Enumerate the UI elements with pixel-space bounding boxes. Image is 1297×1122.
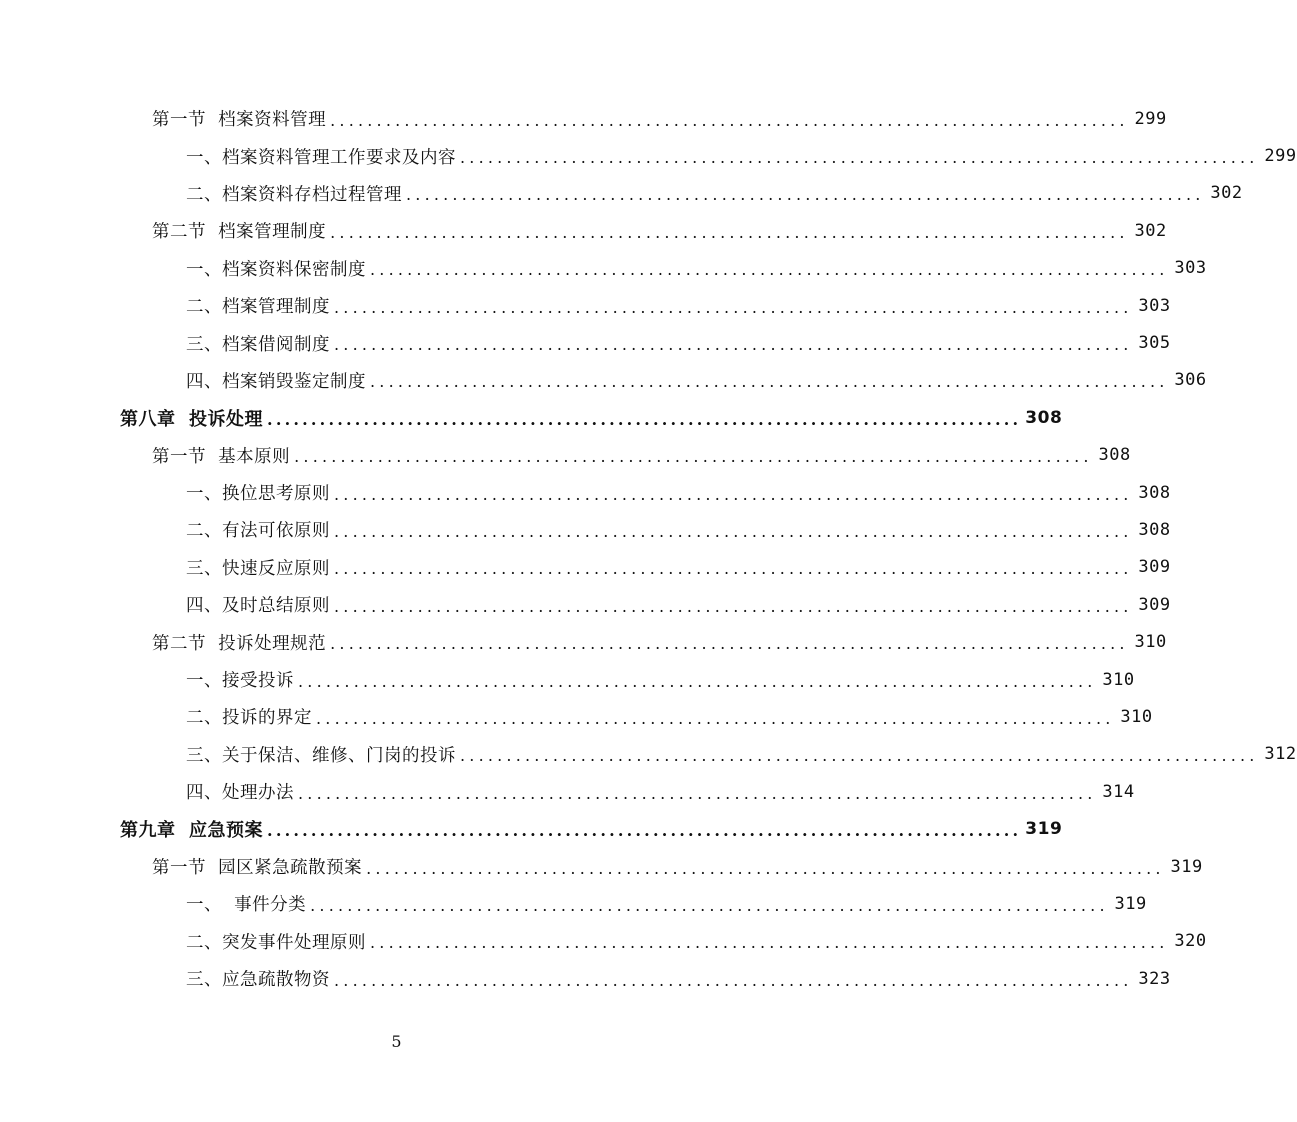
toc-leader-dots: ......................................................................................	[370, 260, 1169, 280]
toc-entry-item[interactable]	[0, 960, 1171, 997]
toc-entry-title: 第九章 应急预案	[120, 820, 264, 842]
toc-entry-page-number: 323	[1138, 968, 1171, 989]
toc-entry-item[interactable]	[0, 362, 1207, 399]
toc-leader-dots: ......................................................................................	[310, 895, 1109, 915]
toc-entry-item[interactable]	[0, 175, 1243, 212]
toc-entry-title: 三、应急疏散物资	[186, 970, 330, 991]
toc-entry-page-number: 309	[1138, 557, 1171, 578]
toc-entry-page-number: 319	[1114, 893, 1147, 914]
toc-entry-item[interactable]	[0, 773, 1135, 810]
toc-entry-chapter[interactable]	[0, 399, 1063, 436]
toc-entry-title: 四、处理办法	[186, 783, 294, 804]
toc-entry-page-number: 308	[1138, 519, 1171, 540]
toc-leader-dots: ......................................................................................	[330, 222, 1129, 242]
toc-leader-dots: ......................................................................................	[267, 821, 1022, 841]
toc-entry-title: 第一节 园区紧急疏散预案	[152, 858, 363, 878]
toc-leader-dots: ......................................................................................	[267, 409, 1022, 429]
toc-entry-title: 四、及时总结原则	[186, 596, 330, 617]
toc-entry-title: 第八章 投诉处理	[120, 408, 264, 430]
toc-entry-item[interactable]	[0, 287, 1171, 324]
toc-entry-page-number: 319	[1170, 856, 1203, 877]
toc-leader-dots: ......................................................................................	[298, 783, 1097, 803]
toc-leader-dots: ......................................................................................	[316, 708, 1115, 728]
toc-entry-page-number: 319	[1025, 819, 1063, 840]
toc-leader-dots: ......................................................................................	[334, 970, 1133, 990]
toc-leader-dots: ......................................................................................	[330, 110, 1129, 130]
toc-leader-dots: ......................................................................................	[370, 933, 1169, 953]
toc-entry-item[interactable]	[0, 885, 1147, 922]
toc-entry-page-number: 312	[1264, 744, 1297, 765]
toc-entry-page-number: 308	[1138, 482, 1171, 503]
toc-leader-dots: ......................................................................................	[460, 148, 1259, 168]
toc-entry-section[interactable]	[0, 848, 1203, 885]
toc-entry-page-number: 303	[1138, 295, 1171, 316]
toc-leader-dots: ......................................................................................	[334, 559, 1133, 579]
toc-entry-page-number: 308	[1025, 407, 1063, 428]
toc-leader-dots: ......................................................................................	[334, 484, 1133, 504]
toc-entry-page-number: 306	[1174, 370, 1207, 391]
toc-entry-title: 第二节 投诉处理规范	[152, 633, 327, 654]
toc-entry-title: 三、快速反应原则	[186, 558, 330, 579]
toc-entry-title: 二、档案资料存档过程管理	[186, 184, 402, 205]
toc-entry-item[interactable]	[0, 250, 1207, 287]
toc-entry-section[interactable]	[0, 100, 1167, 137]
toc-entry-page-number: 309	[1138, 594, 1171, 615]
toc-entry-title: 一、 事件分类	[186, 895, 307, 916]
toc-leader-dots: ......................................................................................	[294, 447, 1093, 467]
toc-entry-page-number: 302	[1134, 220, 1167, 241]
toc-entry-title: 一、换位思考原则	[186, 484, 330, 505]
toc-entry-chapter[interactable]	[0, 810, 1063, 847]
toc-entry-title: 二、突发事件处理原则	[186, 932, 366, 953]
toc-leader-dots: ......................................................................................	[460, 746, 1259, 766]
toc-entry-page-number: 320	[1174, 931, 1207, 952]
toc-entry-item[interactable]	[0, 324, 1171, 361]
toc-entry-page-number: 299	[1264, 146, 1297, 167]
toc-entry-item[interactable]	[0, 137, 1297, 174]
toc-leader-dots: ......................................................................................	[334, 596, 1133, 616]
toc-entry-title: 二、有法可依原则	[186, 521, 330, 542]
toc-entry-page-number: 308	[1098, 445, 1131, 466]
toc-entry-page-number: 314	[1102, 781, 1135, 802]
page-number: 5	[391, 1032, 402, 1051]
toc-leader-dots: ......................................................................................	[334, 521, 1133, 541]
toc-entry-page-number: 310	[1102, 669, 1135, 690]
toc-leader-dots: ......................................................................................	[370, 372, 1169, 392]
toc-entry-page-number: 299	[1134, 108, 1167, 129]
table-of-contents	[0, 100, 1297, 997]
toc-entry-title: 一、档案资料管理工作要求及内容	[186, 147, 456, 168]
toc-entry-title: 第一节 档案资料管理	[152, 110, 327, 131]
toc-entry-title: 二、投诉的界定	[186, 708, 312, 729]
toc-leader-dots: ......................................................................................	[330, 634, 1129, 654]
toc-entry-item[interactable]	[0, 661, 1135, 698]
toc-entry-item[interactable]	[0, 923, 1207, 960]
toc-entry-item[interactable]	[0, 549, 1171, 586]
toc-entry-item[interactable]	[0, 586, 1171, 623]
toc-entry-page-number: 310	[1134, 632, 1167, 653]
toc-entry-section[interactable]	[0, 623, 1167, 660]
toc-entry-title: 一、档案资料保密制度	[186, 259, 366, 280]
toc-entry-item[interactable]	[0, 474, 1171, 511]
toc-entry-page-number: 305	[1138, 333, 1171, 354]
toc-entry-title: 三、关于保洁、维修、门岗的投诉	[186, 745, 456, 766]
toc-leader-dots: ......................................................................................	[406, 185, 1205, 205]
toc-entry-page-number: 310	[1120, 706, 1153, 727]
toc-entry-page-number: 303	[1174, 258, 1207, 279]
toc-entry-title: 一、接受投诉	[186, 671, 294, 692]
toc-entry-item[interactable]	[0, 698, 1153, 735]
toc-entry-section[interactable]	[0, 212, 1167, 249]
toc-leader-dots: ......................................................................................	[334, 297, 1133, 317]
toc-entry-item[interactable]	[0, 736, 1297, 773]
toc-leader-dots: ......................................................................................	[334, 335, 1133, 355]
toc-entry-title: 四、档案销毁鉴定制度	[186, 371, 366, 392]
toc-entry-title: 二、档案管理制度	[186, 297, 330, 318]
toc-entry-section[interactable]	[0, 437, 1131, 474]
toc-leader-dots: ......................................................................................	[366, 858, 1165, 878]
toc-entry-title: 第一节 基本原则	[152, 446, 291, 467]
toc-entry-title: 第二节 档案管理制度	[152, 222, 327, 243]
toc-entry-page-number: 302	[1210, 183, 1243, 204]
toc-leader-dots: ......................................................................................	[298, 671, 1097, 691]
toc-entry-item[interactable]	[0, 511, 1171, 548]
toc-entry-title: 三、档案借阅制度	[186, 334, 330, 355]
